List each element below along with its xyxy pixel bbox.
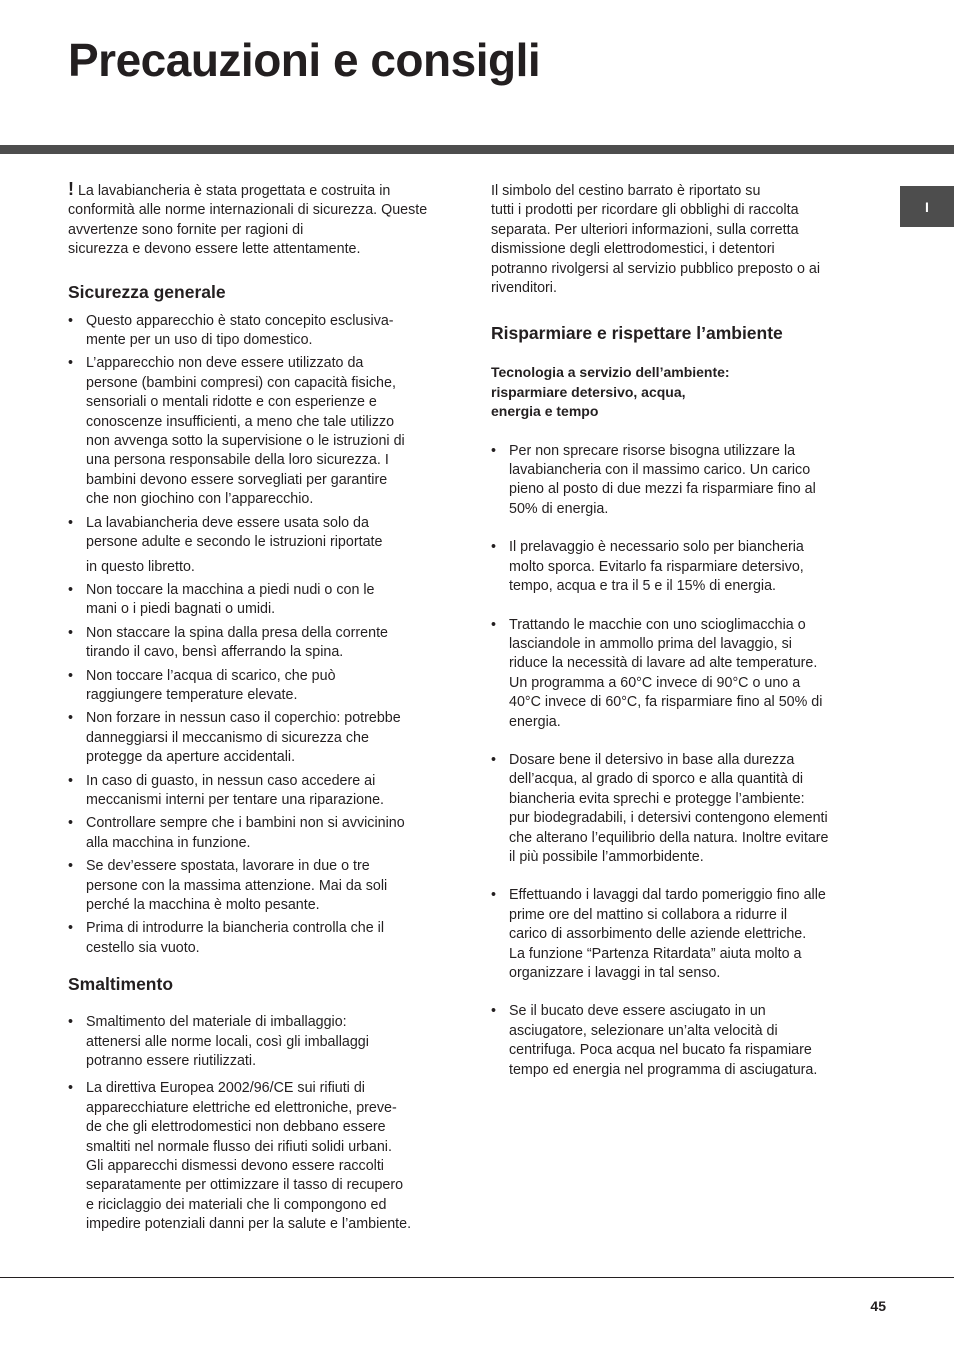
list-item-line: Gli apparecchi dismessi devono essere raccolti — [86, 1158, 384, 1175]
bin-line: rivenditori. — [491, 280, 557, 297]
bin-line: dismissione degli elettrodomestici, i detentori — [491, 241, 775, 258]
list-item-line: e riciclaggio dei materiali che li compongono ed — [86, 1196, 387, 1213]
left-column — [68, 179, 440, 1235]
list-item — [68, 581, 440, 620]
list-item — [68, 709, 440, 767]
list-item-line: Non staccare la spina dalla presa della corrente — [86, 624, 388, 641]
subheading-line: Tecnologia a servizio dell’ambiente: — [491, 364, 730, 381]
intro-line: avvertenze sono fornite per ragioni di — [68, 221, 304, 238]
list-item-line: Questo apparecchio è stato concepito esclusiva- — [86, 312, 394, 329]
heading-disposal: Smaltimento — [68, 974, 174, 995]
list-item-line: Trattando le macchie con uno scioglimacchia o — [509, 616, 806, 633]
list-item-line: impedire potenziali danni per la salute e l’ambiente. — [86, 1216, 412, 1233]
bin-symbol-paragraph — [491, 182, 853, 298]
bin-line: tutti i prodotti per ricordare gli obblighi di raccolta — [491, 202, 799, 219]
list-item — [68, 624, 440, 663]
list-item-line: sensoriali o mentali ridotte e con esperienze e — [86, 394, 377, 411]
list-item-line: una persona responsabile della loro sicurezza. I — [86, 452, 389, 469]
list-item — [491, 616, 853, 732]
list-item — [491, 751, 853, 867]
list-item-line: Smaltimento del materiale di imballaggio: — [86, 1014, 347, 1031]
list-item-line: Dosare bene il detersivo in base alla durezza — [509, 751, 795, 768]
list-item — [491, 1002, 853, 1080]
list-item — [491, 538, 853, 596]
list-item-line: in questo libretto. — [86, 558, 195, 575]
footer-divider — [0, 1277, 954, 1278]
page-title: Precauzioni e consigli — [68, 34, 541, 86]
list-item-line: alla macchina in funzione. — [86, 834, 251, 851]
list-item — [68, 312, 440, 351]
list-item-line: raggiungere temperature elevate. — [86, 686, 298, 703]
list-item-line: lavabiancheria con il massimo carico. Un carico — [509, 462, 811, 479]
subheading-line: risparmiare detersivo, acqua, — [491, 383, 686, 400]
list-item-line: Effettuando i lavaggi dal tardo pomeriggio fino alle — [509, 887, 826, 904]
language-tab — [900, 186, 954, 227]
list-item-line: attenersi alle norme locali, così gli imballaggi — [86, 1033, 369, 1050]
bin-line: potranno rivolgersi al servizio pubblico preposto o ai — [491, 260, 821, 277]
environment-subheading — [491, 363, 853, 421]
page-number: 45 — [870, 1298, 886, 1314]
list-item-line: apparecchiature elettriche ed elettroniche, preve- — [86, 1099, 397, 1116]
list-item-line: La lavabiancheria deve essere usata solo da — [86, 514, 369, 531]
bin-line: Il simbolo del cestino barrato è riportato su — [491, 183, 761, 199]
list-item-line: perché la macchina è molto pesante. — [86, 897, 320, 913]
list-item-line: pieno al posto di due mezzi fa risparmiare fino al — [509, 481, 816, 498]
list-item-line: Per non sprecare risorse bisogna utilizzare la — [509, 442, 796, 459]
intro-line: La lavabiancheria è stata progettata e costruita in — [74, 183, 391, 199]
list-item-line: protegge da aperture accidentali. — [86, 749, 296, 766]
list-item-line: tempo, acqua e tra il 5 e il 15% di energia. — [509, 578, 777, 595]
list-item-line: tempo ed energia nel programma di asciugatura. — [509, 1061, 818, 1078]
list-item-line: smaltiti nel normale flusso dei rifiuti solidi urbani. — [86, 1138, 392, 1155]
list-item-line: prime ore del mattino si collabora a ridurre il — [509, 906, 788, 923]
list-item-line: non avvenga sotto la supervisione o le istruzioni di — [86, 433, 405, 450]
language-tab-label: I — [925, 198, 929, 215]
list-item-line: Non forzare in nessun caso il coperchio: potrebbe — [86, 710, 401, 727]
list-item-line: energia. — [509, 713, 561, 730]
list-item-line: mente per un uso di tipo domestico. — [86, 332, 313, 349]
list-item — [68, 514, 440, 577]
list-item — [68, 814, 440, 853]
list-item — [491, 886, 853, 983]
list-item-line: dell’acqua, al grado di sporco e alla quantità di — [509, 771, 804, 788]
list-item-line: Se dev’essere spostata, lavorare in due o tre — [86, 858, 370, 875]
list-item-line: Un programma a 60°C invece di 90°C o uno a — [509, 674, 801, 691]
list-item-line: La direttiva Europea 2002/96/CE sui rifiuti di — [86, 1080, 365, 1097]
list-item-line: molto sporca. Evitarlo fa risparmiare detersivo, — [509, 558, 804, 575]
list-item-line: de che gli elettrodomestici non debbano essere — [86, 1119, 386, 1136]
right-column — [491, 182, 853, 1080]
environment-list — [491, 442, 853, 1080]
list-item — [68, 772, 440, 811]
list-item — [68, 667, 440, 706]
list-item — [68, 919, 440, 958]
list-item — [68, 1013, 440, 1071]
heading-environment: Risparmiare e rispettare l’ambiente — [491, 323, 783, 344]
bin-line: separata. Per ulteriori informazioni, sulla corretta — [491, 221, 799, 238]
list-item-line: Non toccare l’acqua di scarico, che può — [86, 667, 336, 684]
list-item-line: Il prelavaggio è necessario solo per biancheria — [509, 539, 804, 556]
list-item-line: carico di assorbimento delle aziende elettriche. — [509, 926, 807, 943]
list-item-line: che alterano l’equilibrio della natura. Inoltre evitare — [509, 829, 829, 846]
intro-warning — [68, 179, 440, 260]
list-item-line: In caso di guasto, in nessun caso accedere ai — [86, 772, 376, 789]
list-item-line: cestello sia vuoto. — [86, 939, 200, 956]
list-item-line: organizzare i lavaggi in tal senso. — [509, 965, 721, 981]
list-item — [491, 442, 853, 520]
list-item-line: conoscenze insufficienti, a meno che tale utilizzo — [86, 413, 395, 430]
list-item-line: danneggiarsi il meccanismo di sicurezza che — [86, 729, 369, 746]
warning-mark-icon: ! — [68, 179, 74, 199]
list-item-line: persone adulte e secondo le istruzioni riportate — [86, 534, 383, 551]
list-item-line: persone con la massima attenzione. Mai da soli — [86, 877, 388, 894]
list-item-line: centrifuga. Poca acqua nel bucato fa rispamiare — [509, 1042, 812, 1059]
general-safety-list — [68, 312, 440, 959]
list-item-line: asciugatore, selezionare un’alta velocità di — [509, 1022, 778, 1039]
list-item-line: meccanismi interni per tentare una riparazione. — [86, 791, 385, 808]
list-item-line: separatamente per ottimizzare il tasso di recupero — [86, 1177, 404, 1194]
list-item-line: tirando il cavo, bensì afferrando la spina. — [86, 644, 344, 661]
list-item-line: Prima di introdurre la biancheria controlla che il — [86, 920, 384, 937]
list-item-line: che non giochino con l’apparecchio. — [86, 491, 314, 508]
list-item-line: La funzione “Partenza Ritardata” aiuta molto a — [509, 945, 802, 962]
list-item-line: Se il bucato deve essere asciugato in un — [509, 1003, 766, 1020]
intro-line: sicurezza e devono essere lette attentamente. — [68, 241, 361, 258]
disposal-list — [68, 1013, 440, 1234]
subheading-line: energia e tempo — [491, 403, 599, 420]
list-item-line: persone (bambini compresi) con capacità fisiche, — [86, 374, 396, 391]
list-item-line: Non toccare la macchina a piedi nudi o con le — [86, 581, 375, 598]
list-item-line: L’apparecchio non deve essere utilizzato da — [86, 355, 364, 372]
intro-line: conformità alle norme internazionali di sicurezza. Queste — [68, 202, 428, 219]
list-item-line: biancheria evita sprechi e protegge l’ambiente: — [509, 790, 805, 807]
list-item-line: mani o i piedi bagnati o umidi. — [86, 601, 276, 618]
list-item-line: 50% di energia. — [509, 500, 609, 517]
list-item-line: 40°C invece di 60°C, fa risparmiare fino al 50% di — [509, 694, 823, 711]
heading-general-safety: Sicurezza generale — [68, 281, 226, 302]
list-item-line: potranno essere riutilizzati. — [86, 1053, 257, 1070]
list-item — [68, 1079, 440, 1234]
list-item-line: lasciandole in ammollo prima del lavaggio, si — [509, 635, 792, 652]
list-item-line: pur biodegradabili, i detersivi contengono elementi — [509, 810, 828, 827]
list-item — [68, 857, 440, 915]
list-item — [68, 354, 440, 509]
list-item-line: Controllare sempre che i bambini non si avvicinino — [86, 815, 405, 832]
list-item-line: il più possibile l’ammorbidente. — [509, 848, 704, 865]
header-divider-bar — [0, 145, 954, 154]
list-item-line: riduce la necessità di lavare ad alte temperature. — [509, 655, 818, 672]
list-item-line: bambini devono essere sorvegliati per garantire — [86, 471, 388, 488]
